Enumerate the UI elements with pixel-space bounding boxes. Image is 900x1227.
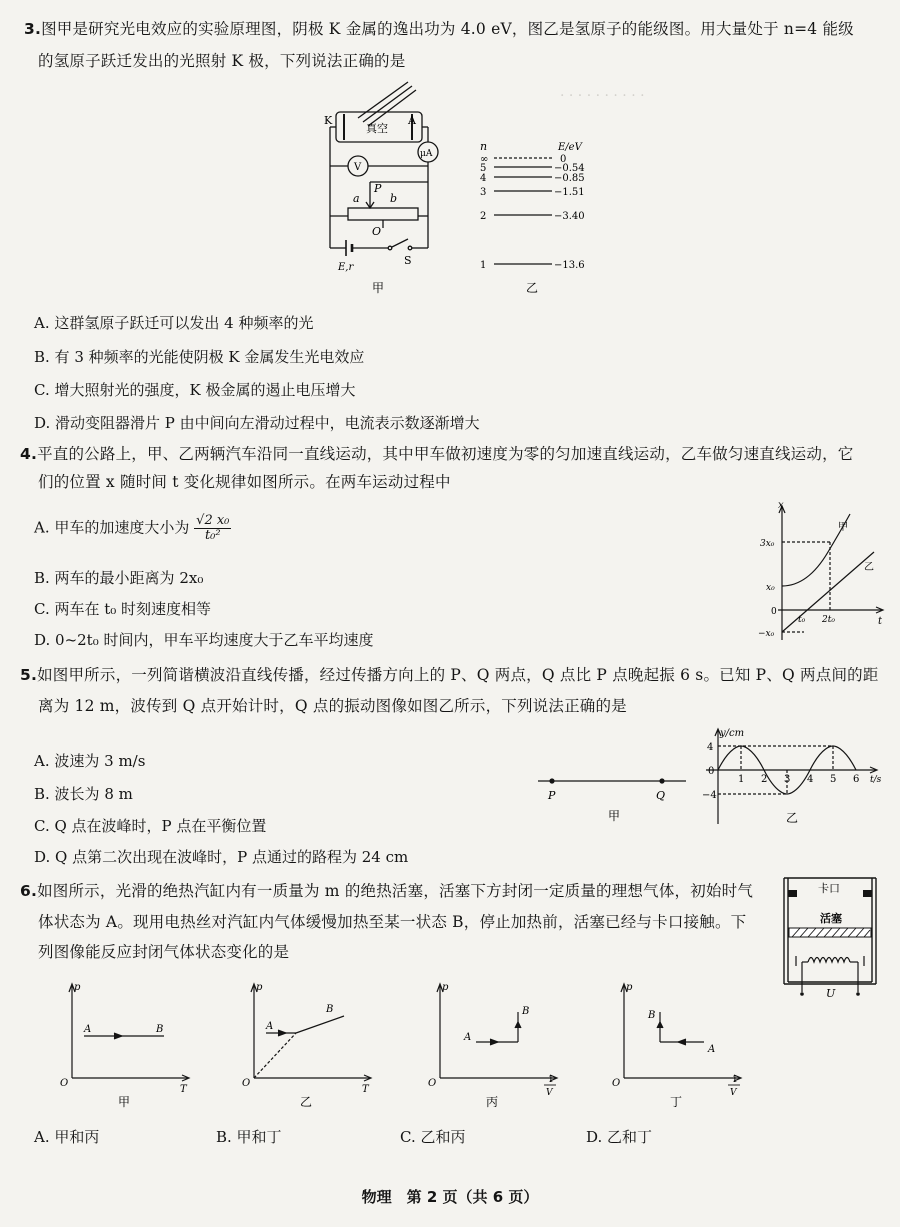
q5-figure-jia-line: [536, 765, 688, 825]
label-q: Q: [656, 789, 666, 802]
state-a: A: [464, 1032, 472, 1043]
state-b: B: [326, 1004, 334, 1015]
n-header: n: [480, 140, 488, 153]
caption-yi: 乙: [786, 811, 799, 825]
level-e-label: 0: [560, 154, 567, 165]
q5-option-a[interactable]: A. 波速为 3 m/s: [34, 752, 146, 770]
label-a: A: [408, 114, 416, 127]
level-n-label: 2: [480, 211, 487, 222]
y-tick-0: 0: [771, 607, 777, 617]
q5-number: 5.: [20, 666, 38, 684]
q4-stem-line2: 们的位置 x 随时间 t 变化规律如图所示。在两车运动过程中: [38, 473, 451, 491]
q3-figure-jia-circuit: [310, 78, 460, 296]
q4-option-c[interactable]: C. 两车在 t₀ 时刻速度相等: [34, 600, 212, 618]
q6-option-d[interactable]: D. 乙和丁: [586, 1128, 653, 1146]
q4-option-b[interactable]: B. 两车的最小距离为 2x₀: [34, 569, 204, 587]
level-n-label: 4: [480, 173, 487, 184]
piston: [789, 928, 871, 937]
q3-option-b[interactable]: B. 有 3 种频率的光能使阴极 K 金属发生光电效应: [34, 348, 365, 366]
axis-p: p: [74, 982, 81, 993]
curve-jia-label: 甲: [838, 522, 848, 533]
origin-label: O: [60, 1078, 69, 1089]
label-voltage: U: [826, 987, 836, 1000]
level-n-label: 1: [480, 260, 487, 271]
caption: 乙: [300, 1095, 313, 1109]
t-tick-3: 3: [784, 774, 791, 785]
label-microammeter: μA: [420, 149, 433, 159]
state-a: A: [708, 1044, 716, 1055]
y-axis-label: y/cm: [720, 728, 745, 739]
caption: 丁: [670, 1095, 683, 1109]
q5-stem-line1: 5.如图甲所示，一列简谐横波沿直线传播，经过传播方向上的 P、Q 两点，Q 点比 P 点晚起振 6 s。已知 P、Q 两点间的距: [20, 666, 879, 684]
state-a: A: [266, 1021, 274, 1032]
q6-option-c[interactable]: C. 乙和丙: [400, 1128, 466, 1146]
level-e-label: −3.40: [554, 211, 585, 222]
level-n-label: ∞: [480, 154, 489, 165]
q4-stem-line1: 4.平直的公路上，甲、乙两辆汽车沿同一直线运动，其中甲车做初速度为零的匀加速直线运动，乙车做匀速直线运动，它: [20, 445, 854, 463]
stopper-left: [788, 890, 797, 897]
line-yi-label: 乙: [864, 562, 874, 573]
label-p: P: [548, 789, 556, 802]
q4-number: 4.: [20, 445, 38, 463]
label-voltmeter: V: [354, 162, 362, 173]
caption-yi: 乙: [526, 281, 539, 295]
state-b: B: [648, 1010, 656, 1021]
y-tick-neg4: −4: [702, 790, 717, 801]
q3-option-a[interactable]: A. 这群氢原子跃迁可以发出 4 种频率的光: [34, 314, 314, 332]
point-p: [549, 778, 554, 783]
level-e-label: −0.54: [554, 163, 585, 174]
q4-option-a[interactable]: A. 甲车的加速度大小为 $\frac{\text{√2 x₀}}{\text{t₀²}}$: [34, 513, 230, 543]
axis-p: p: [442, 982, 449, 993]
origin-label: O: [612, 1078, 621, 1089]
origin-label: O: [428, 1078, 437, 1089]
q3-stem-line2: 的氢原子跃迁发出的光照射 K 极，下列说法正确的是: [38, 52, 406, 70]
q6-graph-bing: [424, 978, 564, 1110]
label-a-end: a: [353, 192, 360, 205]
t-axis-label: t/s: [870, 775, 882, 785]
caption: 甲: [118, 1095, 131, 1109]
state-b: B: [522, 1006, 530, 1017]
y-tick-neg-x0: −x₀: [758, 629, 775, 639]
axis-inv-v-den: V: [546, 1088, 553, 1098]
q6-graph-ding: [608, 978, 748, 1110]
t-tick-t0: t₀: [798, 615, 806, 625]
axis-inv-v-den: V: [730, 1088, 737, 1098]
point-q: [659, 778, 664, 783]
origin-label: O: [242, 1078, 251, 1089]
label-switch: S: [404, 254, 412, 267]
q6-graph-jia: [56, 978, 196, 1110]
q6-stem-line2: 体状态为 A。现用电热丝对汽缸内气体缓慢加热至某一状态 B，停止加热前，活塞已经与卡口接触。下: [38, 913, 747, 931]
state-b: B: [156, 1024, 164, 1035]
level-e-label: −1.51: [554, 187, 585, 198]
axis-p: p: [626, 982, 633, 993]
q5-stem-line2: 离为 12 m，波传到 Q 点开始计时，Q 点的振动图像如图乙所示，下列说法正确的是: [38, 697, 627, 715]
q6-cylinder-figure: [780, 872, 880, 1000]
bleed-through-text: · · · · · · · · · ·: [560, 88, 645, 104]
q4-xt-graph: [758, 500, 888, 645]
q3-figure-yi-energy-levels: [474, 138, 614, 298]
axis-p: p: [256, 982, 263, 993]
label-k: K: [324, 114, 333, 127]
t-tick-4: 4: [807, 774, 814, 785]
label-source: E,r: [338, 262, 354, 273]
axis-t: T: [362, 1084, 369, 1095]
t-tick-2: 2: [761, 774, 768, 785]
label-vacuum: 真空: [366, 122, 388, 135]
axis-inv-v-num: 1: [548, 1075, 554, 1085]
acceleration-fraction: $\frac{\text{√2 x₀}}{\text{t₀²}}$: [196, 513, 230, 543]
y-axis-label: x: [778, 500, 784, 511]
t-tick-6: 6: [853, 774, 860, 785]
q5-option-b[interactable]: B. 波长为 8 m: [34, 785, 133, 803]
q6-stem-line1: 6.如图所示，光滑的绝热汽缸内有一质量为 m 的绝热活塞，活塞下方封闭一定质量的理想气体，初始时气: [20, 882, 754, 900]
q6-number: 6.: [20, 882, 38, 900]
axis-t: T: [180, 1084, 187, 1095]
level-e-label: −0.85: [554, 173, 585, 184]
level-n-label: 3: [480, 187, 487, 198]
q6-option-a[interactable]: A. 甲和丙: [34, 1128, 100, 1146]
label-b-end: b: [390, 192, 398, 205]
q3-option-d[interactable]: D. 滑动变阻器滑片 P 由中间向左滑动过程中，电流表示数逐渐增大: [34, 414, 480, 432]
y-tick-x0: x₀: [766, 583, 775, 593]
page-footer: 物理 第 2 页（共 6 页）: [361, 1188, 539, 1206]
label-o: O: [372, 225, 382, 238]
label-piston: 活塞: [820, 912, 842, 925]
q6-stem-line3: 列图像能反应封闭气体状态变化的是: [38, 943, 290, 961]
t-tick-5: 5: [830, 774, 837, 785]
t-axis-label: t: [878, 616, 883, 627]
label-stopper: 卡口: [818, 882, 840, 895]
t-tick-2t0: 2t₀: [822, 615, 835, 625]
y-tick-4: 4: [707, 742, 714, 753]
e-header: E/eV: [558, 142, 582, 153]
q3-stem-line1: 3.图甲是研究光电效应的实验原理图，阴极 K 金属的逸出功为 4.0 eV，图乙是氢原子的能级图。用大量处于 n=4 能级: [24, 20, 854, 38]
q3-number: 3.: [24, 20, 42, 38]
level-n-label: 5: [480, 163, 487, 174]
y-tick-3x0: 3x₀: [760, 539, 775, 549]
t-tick-1: 1: [738, 774, 745, 785]
q6-option-b[interactable]: B. 甲和丁: [216, 1128, 282, 1146]
level-e-label: −13.6: [554, 260, 585, 271]
stopper-right: [863, 890, 872, 897]
label-p: P: [374, 182, 382, 195]
state-a: A: [84, 1024, 92, 1035]
q6-graph-yi: [238, 978, 378, 1110]
caption: 丙: [486, 1095, 499, 1109]
q5-option-c[interactable]: C. Q 点在波峰时，P 点在平衡位置: [34, 817, 267, 835]
q3-option-c[interactable]: C. 增大照射光的强度，K 极金属的遏止电压增大: [34, 381, 356, 399]
heating-coil: [808, 958, 850, 963]
q5-option-d[interactable]: D. Q 点第二次出现在波峰时，P 点通过的路程为 24 cm: [34, 848, 409, 866]
q5-figure-yi-vibration: [696, 726, 892, 828]
axis-inv-v-num: 1: [732, 1075, 738, 1085]
caption-jia: 甲: [372, 281, 385, 295]
caption-jia: 甲: [608, 809, 621, 823]
y-tick-0: 0: [708, 766, 715, 777]
q4-option-d[interactable]: D. 0~2t₀ 时间内，甲车平均速度大于乙车平均速度: [34, 631, 374, 649]
